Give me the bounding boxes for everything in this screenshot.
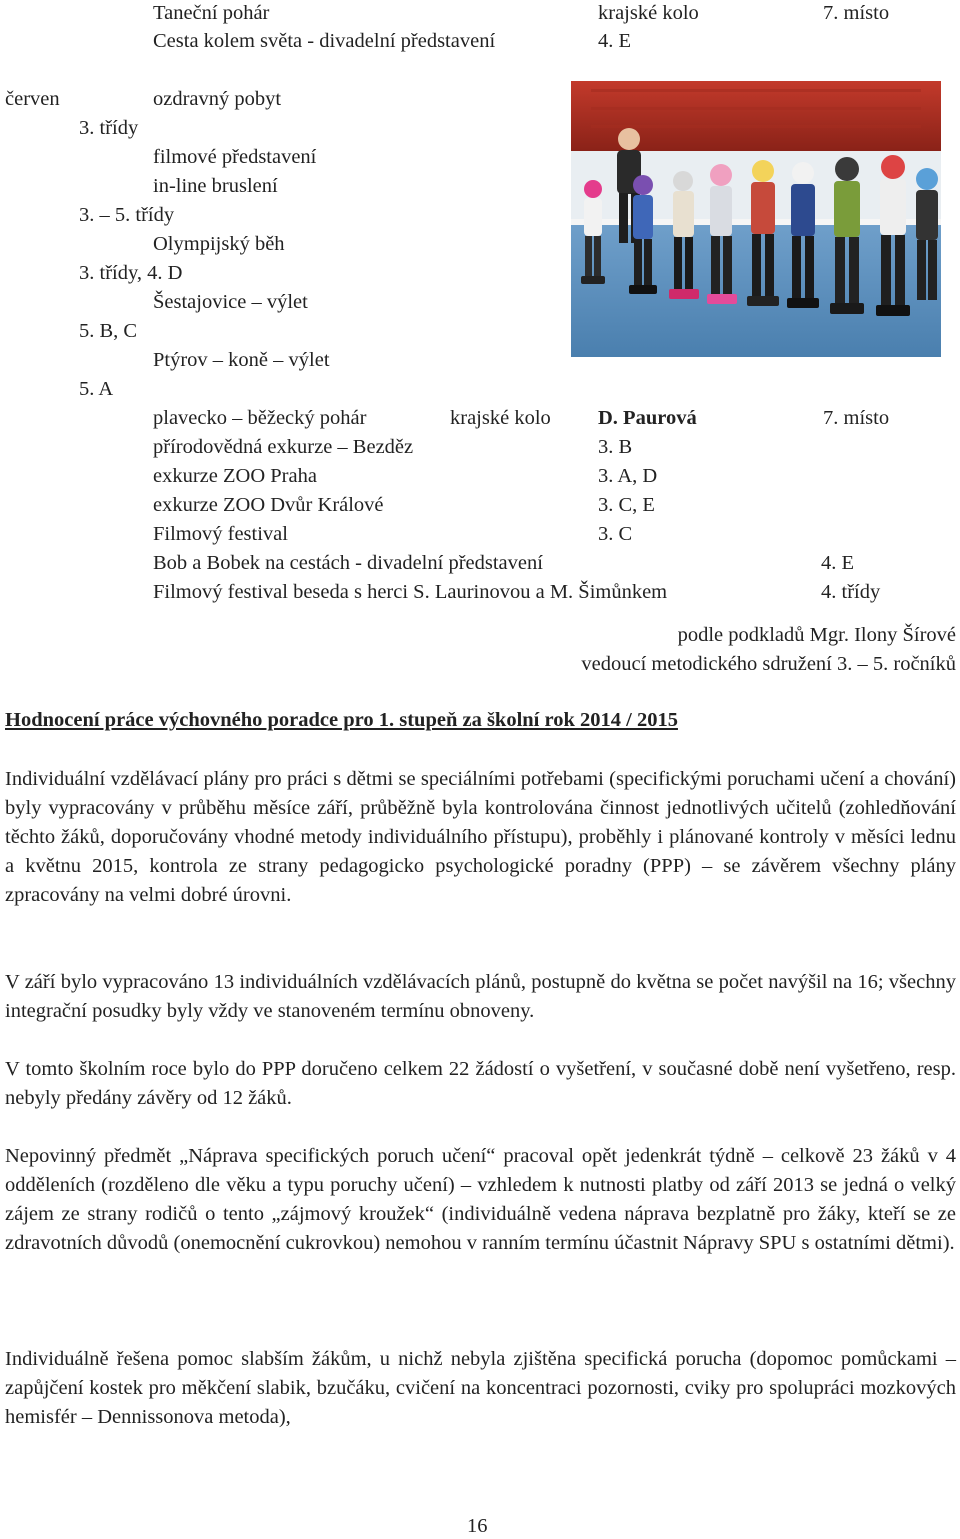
inline-skating-photo — [571, 81, 941, 357]
event-name: exkurze ZOO Praha — [153, 465, 317, 487]
event-classes: 3. C — [598, 523, 633, 545]
event-name: Šestajovice – výlet — [153, 291, 308, 313]
event-tanecni-pohar: Taneční pohár — [153, 2, 270, 24]
page-number: 16 — [467, 1515, 488, 1537]
event-name: Filmový festival — [153, 523, 288, 545]
event-name: in-line bruslení — [153, 175, 278, 197]
event-result: 7. místo — [823, 407, 890, 429]
event-classes: 4. třídy — [821, 581, 881, 603]
event-classes: 5. B, C — [79, 320, 138, 342]
event-classes: 3. třídy — [79, 117, 139, 139]
event-classes: 4. E — [598, 30, 632, 52]
event-level: krajské kolo — [450, 407, 551, 429]
event-classes: 3. třídy, 4. D — [79, 262, 183, 284]
paragraph: Individuálně řešena pomoc slabším žákům, u nichž nebyla zjištěna specifická porucha (dopomoc pomůckami – zapůjčení kostek pro měkčení slabik, bzučáku, cvičení na koncentraci pozornosti, cviky pro spolupráci mozkových hemisfér – Dennissonova metoda), — [5, 1348, 956, 1428]
event-name: filmové představení — [153, 146, 317, 168]
event-name: exkurze ZOO Dvůr Králové — [153, 494, 384, 516]
event-name: Filmový festival beseda s herci S. Laurinovou a M. Šimůnkem — [153, 581, 668, 603]
month-label: červen — [5, 88, 60, 110]
event-name: ozdravný pobyt — [153, 88, 282, 110]
event-cesta-kolem-sveta: Cesta kolem světa - divadelní představení — [153, 30, 496, 52]
event-name: Olympijský běh — [153, 233, 285, 255]
paragraph: Nepovinný předmět „Náprava specifických poruch učení“ pracoval opět jedenkrát týdně – celkově 23 žáků v 4 odděleních (rozděleno dle věku a typu poruchy učení) – vzhledem k nutnosti platby od září 2013 se jedná o velký zájem ze strany rodičů o tento „zájmový kroužek“ (individuálně vedena náprava bezplatně pro žáky, kteří se ze zdravotních důvodů (onemocnění cukrovkou) nemohou v ranním termínu účastnit Nápravy SPU s ostatními dětmi). — [5, 1145, 956, 1254]
event-name: plavecko – běžecký pohár — [153, 407, 367, 429]
event-classes: 3. A, D — [598, 465, 658, 487]
event-classes: 5. A — [79, 378, 114, 400]
event-teacher: D. Paurová — [598, 407, 697, 429]
event-classes: 4. E — [821, 552, 855, 574]
signature-line-1: podle podkladů Mgr. Ilony Šírové — [677, 624, 956, 646]
event-classes: 3. – 5. třídy — [79, 204, 175, 226]
event-classes: 3. C, E — [598, 494, 655, 516]
event-name: Ptýrov – koně – výlet — [153, 349, 330, 371]
paragraph: Individuální vzdělávací plány pro práci s dětmi se speciálními potřebami (specifickými poruchami učení a chování) byly vypracovány v průběhu měsíce září, průběžně byla kontrolována činnost jednotlivých učitelů (zohledňování těchto žáků, doporučovány vhodné metody individuálního přístupu), proběhly i plánované kontroly v měsíci lednu a květnu 2015, kontrola ze strany pedagogicko psychologické poradny (PPP) – se závěrem všechny plány zpracovány na velmi dobré úrovni. — [5, 768, 956, 906]
event-level: krajské kolo — [598, 2, 699, 24]
event-result: 7. místo — [823, 2, 890, 24]
event-name: Bob a Bobek na cestách - divadelní představení — [153, 552, 543, 574]
signature-line-2: vedoucí metodického sdružení 3. – 5. ročníků — [581, 653, 956, 675]
paragraph: V tomto školním roce bylo do PPP doručeno celkem 22 žádostí o vyšetření, v současné době není vyšetřeno, resp. nebyly předány závěry od 12 žáků. — [5, 1058, 956, 1109]
event-name: přírodovědná exkurze – Bezděz — [153, 436, 414, 458]
paragraph: V září bylo vypracováno 13 individuálních vzdělávacích plánů, postupně do května se počet navýšil na 16; všechny integrační posudky byly vždy ve stanoveném termínu obnoveny. — [5, 971, 956, 1022]
section-heading: Hodnocení práce výchovného poradce pro 1. stupeň za školní rok 2014 / 2015 — [5, 709, 678, 731]
event-classes: 3. B — [598, 436, 633, 458]
